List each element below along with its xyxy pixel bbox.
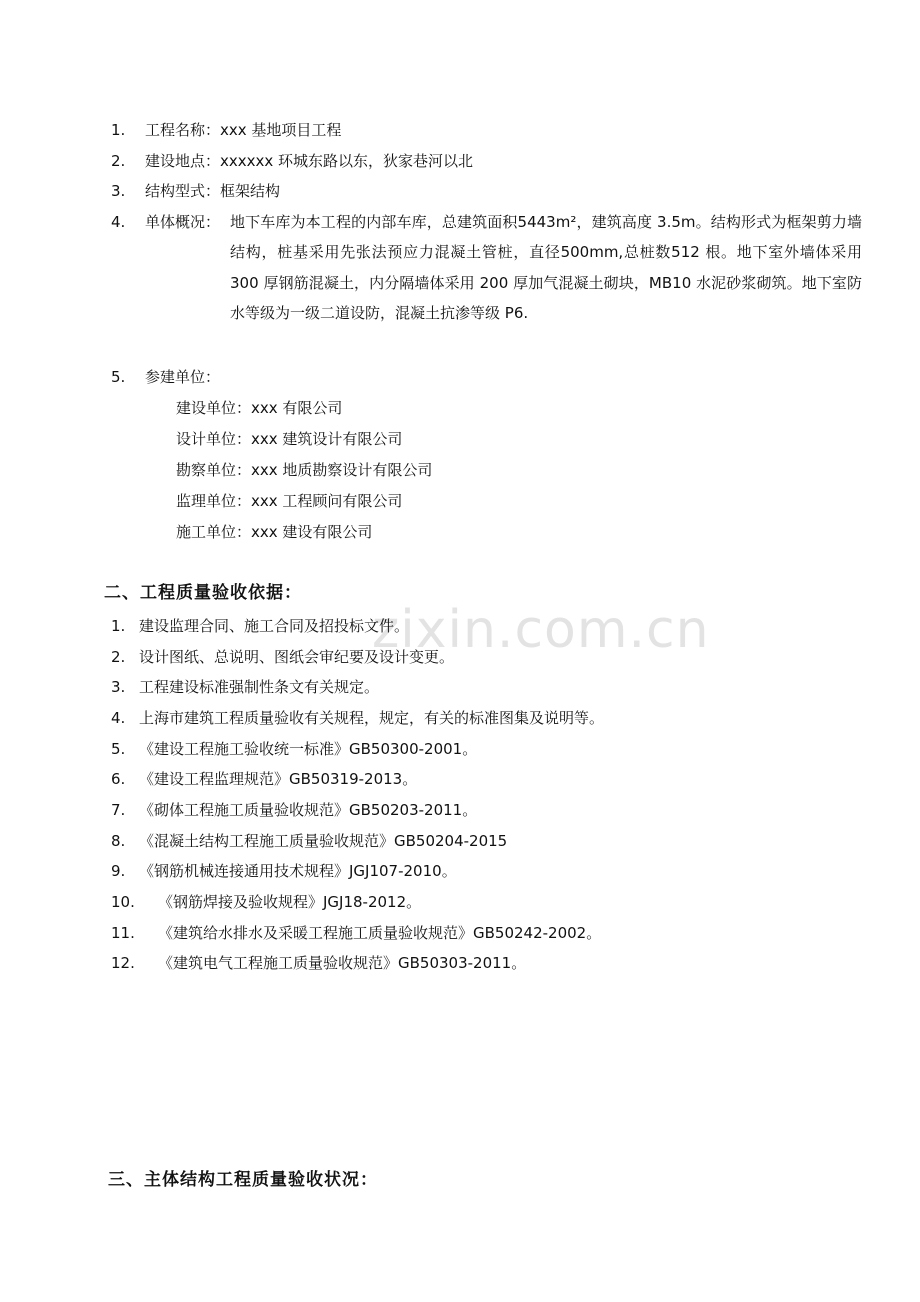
participating-unit: 勘察单位：xxx 地质勘察设计有限公司 xyxy=(176,461,433,479)
basis-item xyxy=(111,616,409,636)
project-info-item xyxy=(111,367,220,387)
item-text: 单体概况： xyxy=(145,213,221,231)
item-number: 2. xyxy=(111,648,126,666)
item-number: 9. xyxy=(111,862,126,880)
participating-unit: 监理单位：xxx 工程顾问有限公司 xyxy=(176,492,403,510)
participating-unit: 施工单位：xxx 建设有限公司 xyxy=(176,523,373,541)
item-number: 1. xyxy=(111,617,126,635)
item-text: 《建筑给水排水及采暖工程施工质量验收规范》GB50242-2002。 xyxy=(158,924,602,942)
project-info-item xyxy=(111,120,341,140)
item-number: 4. xyxy=(111,709,126,727)
item-text: 上海市建筑工程质量验收有关规程，规定，有关的标准图集及说明等。 xyxy=(139,709,605,727)
basis-item xyxy=(111,861,457,881)
item-text: 设计图纸、总说明、图纸会审纪要及设计变更。 xyxy=(139,648,455,666)
basis-item xyxy=(111,892,421,912)
item-text: 《建设工程监理规范》GB50319-2013。 xyxy=(139,770,418,788)
item-number: 5. xyxy=(111,740,126,758)
item-number: 2. xyxy=(111,152,126,170)
basis-item xyxy=(111,708,604,728)
item-number: 8. xyxy=(111,832,126,850)
basis-item xyxy=(111,739,477,759)
item-number: 7. xyxy=(111,801,126,819)
basis-item xyxy=(111,923,601,943)
item-number: 11. xyxy=(111,924,135,942)
item-text: 《混凝土结构工程施工质量验收规范》GB50204-2015 xyxy=(139,832,508,850)
item-text: 参建单位： xyxy=(145,368,221,386)
item-number: 6. xyxy=(111,770,126,788)
section-heading: 三、主体结构工程质量验收状况： xyxy=(108,1170,378,1190)
basis-item xyxy=(111,647,454,667)
basis-item xyxy=(111,769,417,789)
project-info-item xyxy=(111,151,473,171)
item-text: 建设地点：xxxxxx 环城东路以东，狄家巷河以北 xyxy=(145,152,474,170)
basis-item xyxy=(111,831,507,851)
overview-paragraph: 地下车库为本工程的内部车库，总建筑面积5443m²，建筑高度 3.5m。结构形式为框架剪力墙结构，桩基采用先张法预应力混凝土管桩，直径500mm,总桩数512 根。地下室外墙体采用 300 厚钢筋混凝土，内分隔墙体采用 200 厚加气混凝土砌块，MB10 水泥砂浆砌筑。地下室防水等级为一级二道设防，混凝土抗渗等级 P6. xyxy=(230,213,862,323)
item-number: 4. xyxy=(111,213,126,231)
item-text: 《建筑电气工程施工质量验收规范》GB50303-2011。 xyxy=(158,954,527,972)
item-text: 《钢筋机械连接通用技术规程》JGJ107-2010。 xyxy=(139,862,457,880)
participating-unit: 设计单位：xxx 建筑设计有限公司 xyxy=(176,430,403,448)
item-text: 《建设工程施工验收统一标准》GB50300-2001。 xyxy=(139,740,478,758)
basis-item xyxy=(111,800,477,820)
item-number: 1. xyxy=(111,121,126,139)
item-text: 《钢筋焊接及验收规程》JGJ18-2012。 xyxy=(158,893,422,911)
item-number: 3. xyxy=(111,182,126,200)
item-number: 3. xyxy=(111,678,126,696)
section-heading: 二、工程质量验收依据： xyxy=(104,583,302,603)
item-text: 结构型式：框架结构 xyxy=(145,182,281,200)
item-number: 12. xyxy=(111,954,135,972)
item-text: 《砌体工程施工质量验收规范》GB50203-2011。 xyxy=(139,801,478,819)
basis-item xyxy=(111,953,526,973)
project-info-item xyxy=(111,181,280,201)
item-text: 工程名称：xxx 基地项目工程 xyxy=(145,121,342,139)
participating-unit: 建设单位：xxx 有限公司 xyxy=(176,399,343,417)
project-info-item xyxy=(111,212,220,232)
item-number: 10. xyxy=(111,893,135,911)
item-text: 工程建设标准强制性条文有关规定。 xyxy=(139,678,380,696)
basis-item xyxy=(111,677,379,697)
item-text: 建设监理合同、施工合同及招投标文件。 xyxy=(139,617,410,635)
watermark: zixin.com.cn xyxy=(372,600,710,660)
item-number: 5. xyxy=(111,368,126,386)
